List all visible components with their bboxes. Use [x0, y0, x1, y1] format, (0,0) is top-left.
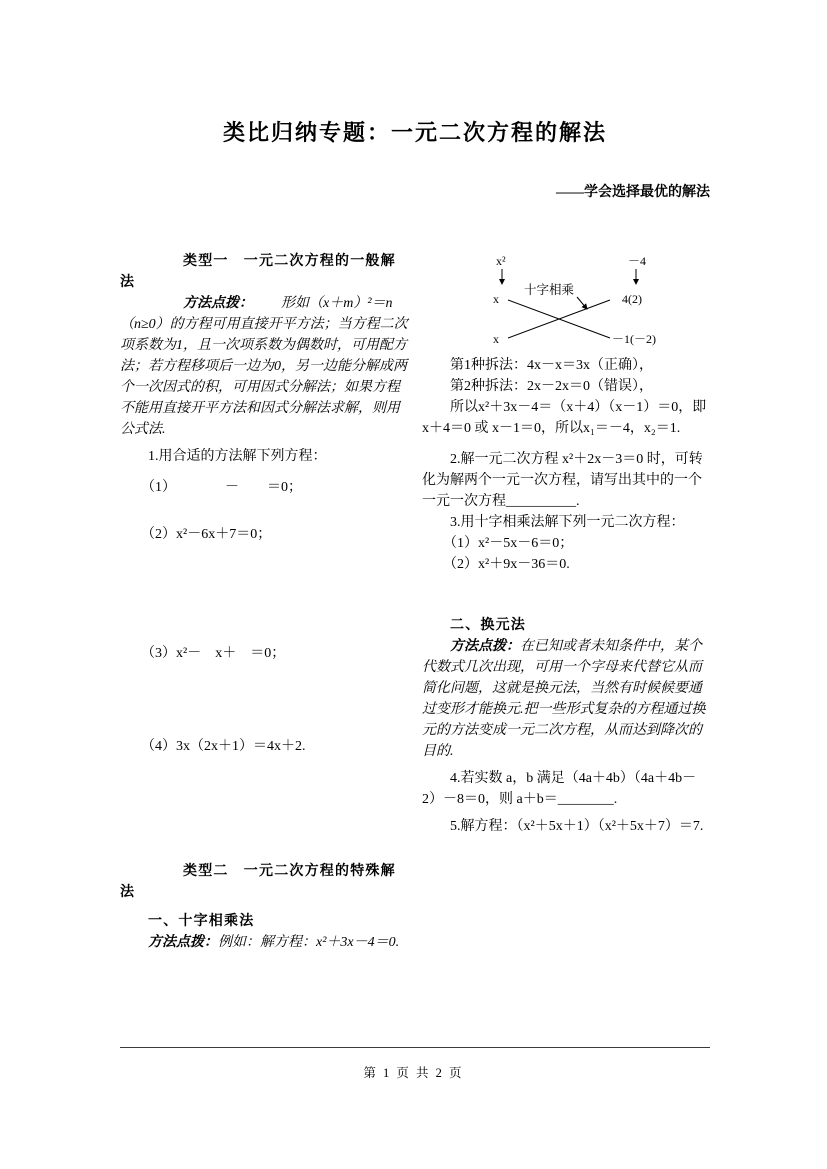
type1-heading: 类型一 一元二次方程的一般解法 [120, 254, 396, 290]
type1-method-tip [120, 293, 408, 440]
diagram-right-2: －1(－2) [612, 332, 656, 346]
split-method-line-2: 第2种拆法：2x－2x＝0（错误）， [450, 379, 653, 394]
cross-multiplication-diagram [480, 253, 710, 349]
question-2: 2.解一元二次方程 x²＋2x－3＝0 时，可转化为解两个一元一次方程，请写出其中的一个一元一次方程__________. [422, 452, 703, 509]
question-3-item-1: （1）x²－5x－6＝0； [443, 536, 574, 551]
question-1-intro: 1.用合适的方法解下列方程： [148, 449, 327, 464]
question-1-item-1: （1） － ＝0； [141, 480, 302, 495]
tip-label: 方法点拨： [183, 296, 253, 311]
diagram-label: 十字相乘 [524, 283, 575, 297]
page-subtitle: ——学会选择最优的解法 [556, 185, 710, 200]
cross-multiplication-svg [480, 253, 685, 349]
diagram-left-2: x [493, 332, 499, 346]
diagram-x-squared: x² [496, 254, 506, 268]
right-column [422, 251, 710, 953]
tip-label: 方法点拨： [148, 935, 218, 950]
diagram-minus-four: －4 [628, 254, 647, 268]
diagram-left-1: x [493, 292, 499, 306]
question-1-item-3: （3）x²－ x＋ ＝0； [141, 646, 286, 661]
type2-sub1-heading: 一、十字相乘法 [148, 914, 255, 929]
type2-method-tip [120, 932, 408, 953]
question-5: 5.解方程：（x²＋5x＋1）（x²＋5x＋7）＝7. [450, 819, 704, 834]
method2-tip [422, 636, 710, 762]
split-method-line-1: 第1种拆法：4x－x＝3x（正确）， [450, 358, 653, 373]
question-1-item-2: （2）x²－6x＋7＝0； [141, 527, 272, 542]
tip-body: 形如（x＋m）²＝n（n≥0）的方程可用直接开平方法；当方程二次项系数为1，且一次项系数为偶数时，可用配方法；若方程移项后一边为0，另一边能分解成两个一次因式的积，可用因式分解法；如果方程不能用直接开平方法和因式分解法求解，则用公式法. [120, 296, 408, 437]
label-arrow-icon [577, 297, 587, 309]
diagram-right-1: 4(2) [622, 292, 642, 306]
footer-divider [120, 1047, 710, 1048]
two-column-layout [120, 251, 710, 953]
factoring-conclusion: 所以x²＋3x－4＝（x＋4）（x－1）＝0，即x＋4＝0 或 x－1＝0，所以x₁＝－4，x₂＝1. [422, 400, 707, 436]
page-number: 第 1 页 共 2 页 [363, 1066, 464, 1080]
question-3-intro: 3.用十字相乘法解下列一元二次方程： [450, 515, 685, 530]
type2-heading: 类型二 一元二次方程的特殊解法 [120, 864, 396, 900]
left-column [120, 251, 408, 953]
question-1-item-4: （4）3x（2x＋1）＝4x＋2. [141, 739, 306, 754]
tip-body: 在已知或者未知条件中，某个代数式几次出现，可用一个字母来代替它从而简化问题，这就是换元法，当然有时候候要通过变形才能换元.把一些形式复杂的方程通过换元的方法变成一元二次方程，从而达到降次的目的. [422, 639, 706, 759]
tip-body: 例如：解方程：x²＋3x－4＝0. [218, 935, 400, 950]
method2-heading: 二、换元法 [450, 618, 526, 633]
page-title: 类比归纳专题：一元二次方程的解法 [222, 120, 607, 145]
question-4: 4.若实数 a，b 满足（4a＋4b）（4a＋4b－2）－8＝0，则 a＋b＝________. [422, 771, 697, 807]
question-3-item-2: （2）x²＋9x－36＝0. [443, 557, 570, 572]
tip-label: 方法点拨： [450, 639, 520, 654]
